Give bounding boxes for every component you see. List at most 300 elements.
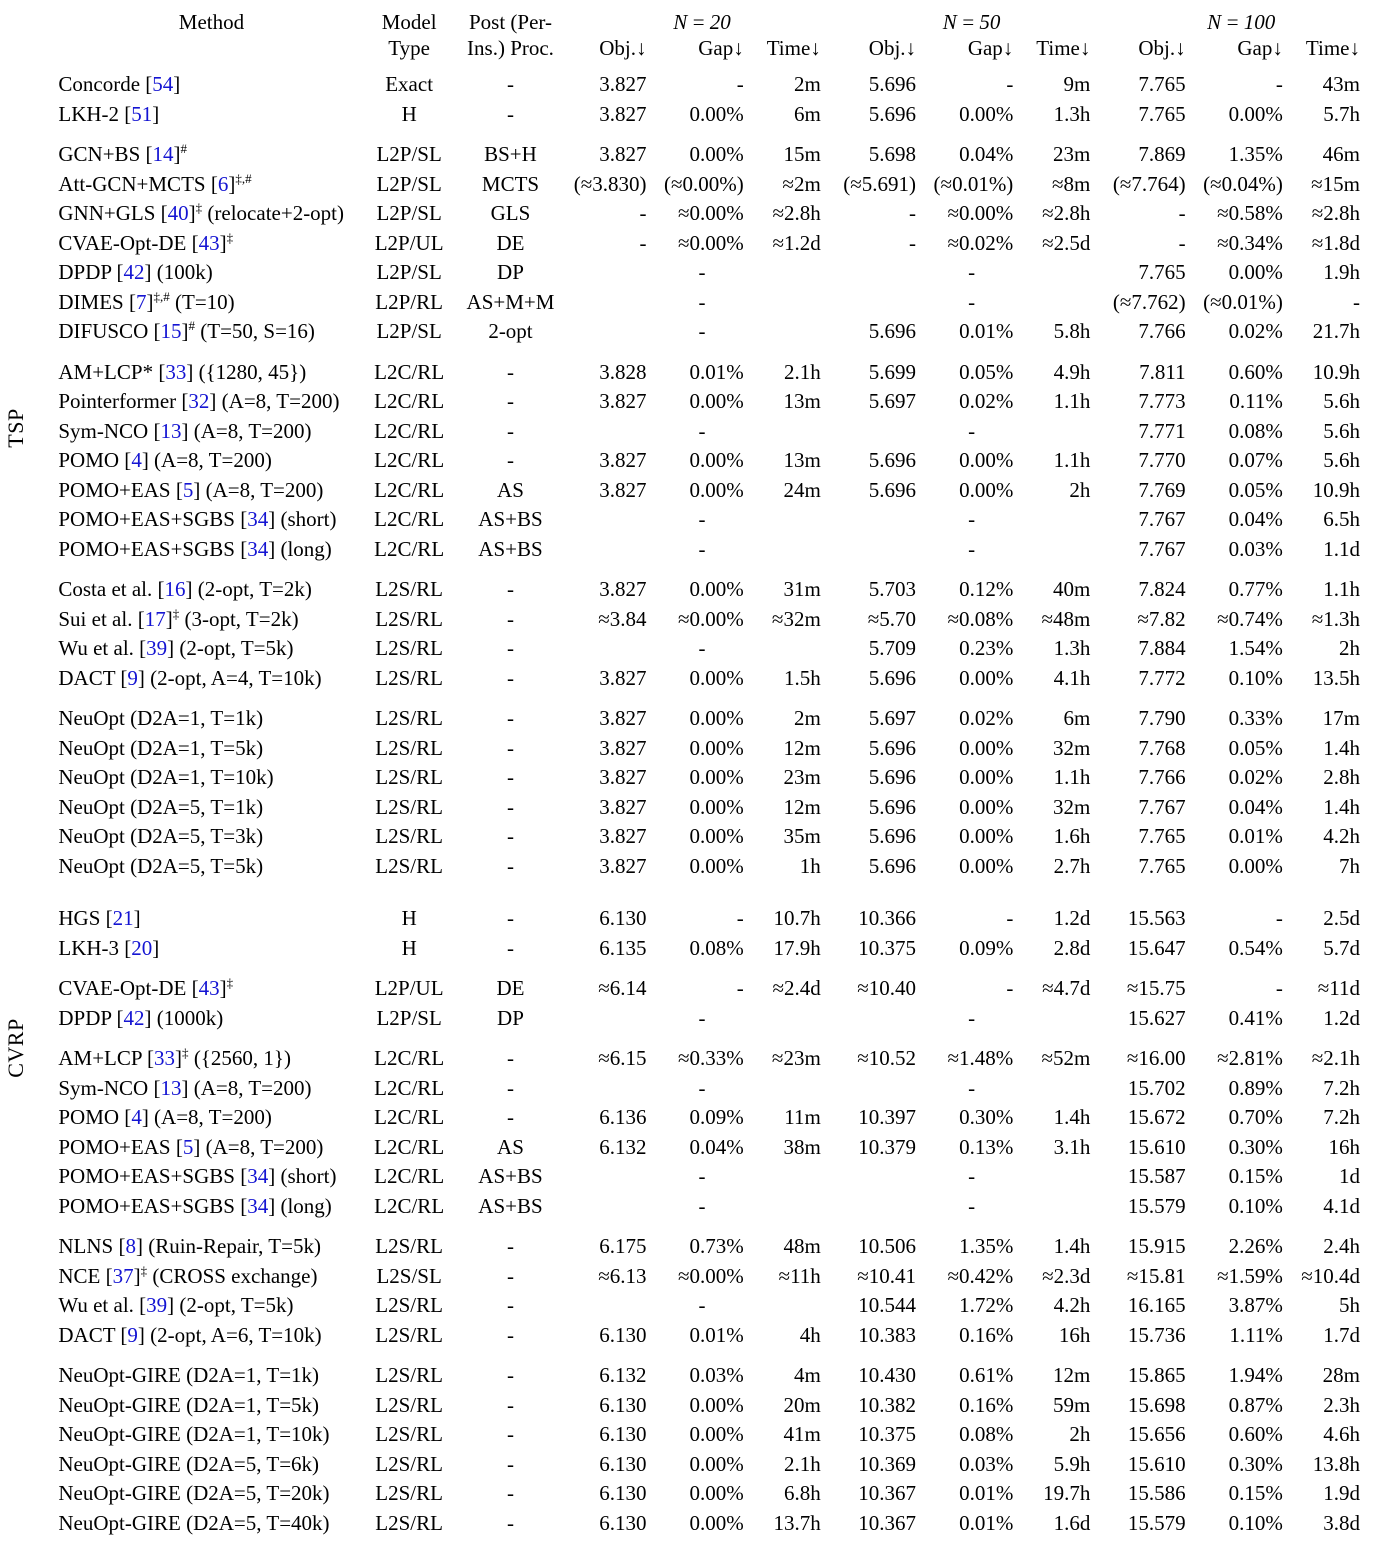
cell-time-2: 4.1d <box>1323 1193 1360 1218</box>
citation-link[interactable]: 34 <box>247 1164 269 1188</box>
citation-link[interactable]: 34 <box>247 1193 269 1218</box>
cell-model-type: L2P/SL <box>376 142 442 166</box>
table-row <box>20 288 1376 318</box>
cell-time-2: 4.2h <box>1323 824 1360 848</box>
cell-post-proc: - <box>506 389 514 413</box>
cell-time-0: 12m <box>783 794 821 819</box>
cell-gap-0: 0.03% <box>689 1363 744 1387</box>
cell-obj-1: 5.698 <box>868 142 917 166</box>
citation-link[interactable]: 42 <box>123 1005 145 1030</box>
side-spacer <box>20 476 48 506</box>
table-row <box>20 1162 1376 1192</box>
cell-gap-1: 0.61% <box>959 1363 1014 1387</box>
side-spacer <box>20 1192 48 1222</box>
table-row <box>20 852 1376 882</box>
cell-post-proc: - <box>506 1234 514 1258</box>
side-spacer <box>20 100 48 130</box>
table-row <box>20 199 1376 229</box>
cell-gap-2: 1.11% <box>1229 1322 1283 1347</box>
cell-obj-2: 15.915 <box>1127 1234 1186 1258</box>
table-row <box>20 1321 1376 1351</box>
cell-time-2: ≈1.3h <box>1311 606 1360 631</box>
citation-link[interactable]: 4 <box>131 448 142 472</box>
cell-model-type: L2C/RL <box>374 507 445 531</box>
cell-gap-2: 0.60% <box>1228 1422 1283 1446</box>
cell-time-1: 32m <box>1053 735 1091 760</box>
citation-link[interactable]: 39 <box>146 636 168 660</box>
cell-model-type: L2S/RL <box>375 636 443 660</box>
cell-obj-2: 15.563 <box>1127 906 1186 930</box>
cell-obj-0: 3.827 <box>599 706 647 730</box>
col-header-model-type: Model <box>381 10 437 34</box>
cell-time-2: 16h <box>1328 1134 1360 1159</box>
side-spacer <box>20 1232 48 1262</box>
table-row <box>20 505 1376 535</box>
footnote-marker: # <box>180 141 188 156</box>
cell-obj-2: 7.884 <box>1138 636 1186 660</box>
cell-time-2: 10.9h <box>1312 477 1360 502</box>
citation-link[interactable]: 43 <box>198 976 220 1000</box>
cell-obj-1: 5.696 <box>868 824 917 848</box>
row-spacer <box>20 1538 1376 1546</box>
cell-obj-0: 6.130 <box>599 1392 647 1417</box>
cell-method: POMO+EAS+SGBS [34] (short) <box>58 1164 337 1188</box>
cell-group-1-empty: - <box>968 1005 976 1030</box>
cell-gap-0: 0.00% <box>689 794 744 819</box>
cell-post-proc: AS <box>497 1134 524 1159</box>
table-row <box>20 734 1376 764</box>
footnote-marker: ‡,# <box>153 288 170 304</box>
cell-time-1: 5.9h <box>1053 1451 1091 1476</box>
cell-time-1: 32m <box>1053 794 1091 819</box>
side-spacer <box>20 70 48 100</box>
col-header-model-type-2: Type <box>388 36 430 60</box>
citation-link[interactable]: 14 <box>152 142 174 166</box>
cell-obj-2: 7.811 <box>1139 359 1186 384</box>
citation-link[interactable]: 9 <box>127 665 138 690</box>
table-row <box>20 229 1376 259</box>
cell-time-1: 1.1h <box>1053 389 1091 413</box>
cell-gap-0: 0.04% <box>689 1134 744 1159</box>
cell-post-proc: - <box>506 853 514 878</box>
cell-time-0: 15m <box>783 142 821 166</box>
table-row <box>20 1133 1376 1163</box>
cell-model-type: L2C/RL <box>374 1046 445 1070</box>
cell-gap-2: 0.70% <box>1228 1105 1283 1129</box>
cell-time-2: 1d <box>1339 1164 1360 1188</box>
citation-link[interactable]: 6 <box>217 171 229 196</box>
cell-obj-2: 15.579 <box>1127 1510 1186 1535</box>
citation-link[interactable]: 37 <box>112 1263 134 1288</box>
cell-obj-2: 7.765 <box>1138 260 1186 284</box>
cell-time-2: 46m <box>1322 142 1360 166</box>
cell-time-1: 59m <box>1053 1392 1091 1417</box>
cell-obj-1: 10.375 <box>858 1422 917 1446</box>
citation-link[interactable]: 7 <box>135 289 147 314</box>
cell-method: NeuOpt (D2A=5, T=5k) <box>58 853 264 878</box>
cell-time-0: 23m <box>783 765 821 789</box>
cell-gap-1: 0.01% <box>959 1481 1014 1505</box>
cell-obj-2: 15.579 <box>1127 1193 1186 1218</box>
cell-obj-2: 15.610 <box>1127 1451 1186 1476</box>
table-row <box>20 1361 1376 1391</box>
citation-link[interactable]: 33 <box>165 359 187 384</box>
table-row <box>20 1450 1376 1480</box>
cell-post-proc: - <box>506 448 514 472</box>
cell-obj-2: 15.587 <box>1127 1164 1186 1188</box>
cell-gap-2: 1.54% <box>1228 636 1283 660</box>
cell-time-2: 17m <box>1322 706 1360 730</box>
table-header-row-1 <box>20 9 1376 35</box>
cell-time-0: 38m <box>783 1134 821 1159</box>
cell-obj-1: 5.699 <box>868 359 917 384</box>
table-row <box>20 1479 1376 1509</box>
cell-gap-0: 0.00% <box>689 477 744 502</box>
cell-obj-0: - <box>639 230 647 255</box>
cell-method: NeuOpt-GIRE (D2A=5, T=40k) <box>58 1510 330 1535</box>
citation-link[interactable]: 9 <box>127 1322 138 1347</box>
cell-gap-1: 0.23% <box>959 636 1014 660</box>
cell-gap-2: 0.04% <box>1228 794 1283 819</box>
cell-time-1: 19.7h <box>1043 1481 1091 1505</box>
cell-time-1: 12m <box>1053 1363 1091 1387</box>
cell-gap-2: 0.04% <box>1228 507 1283 531</box>
cell-time-0: ≈23m <box>771 1046 821 1070</box>
cell-time-2: 1.9d <box>1323 1481 1360 1505</box>
cell-time-0: 13m <box>783 389 821 413</box>
cell-obj-1: 5.696 <box>868 665 917 690</box>
cell-obj-0: ≈3.84 <box>598 606 647 631</box>
cell-time-1: 1.3h <box>1053 101 1091 126</box>
row-spacer <box>20 894 1376 904</box>
cell-time-1: 1.1h <box>1053 448 1091 472</box>
cell-gap-0: 0.01% <box>689 1322 744 1347</box>
cell-time-0: 24m <box>783 477 821 502</box>
cell-gap-0: ≈0.00% <box>677 1263 744 1288</box>
side-spacer <box>20 793 48 823</box>
cell-model-type: L2P/UL <box>374 230 444 255</box>
side-spacer <box>20 664 48 694</box>
cell-method: NeuOpt (D2A=5, T=3k) <box>58 824 264 848</box>
cell-time-1: ≈48m <box>1041 606 1091 631</box>
cell-method: NeuOpt-GIRE (D2A=1, T=1k) <box>58 1363 320 1387</box>
cell-gap-2: - <box>1275 72 1283 96</box>
cell-method: POMO [4] (A=8, T=200) <box>58 1105 272 1129</box>
cell-gap-1: 0.00% <box>959 794 1014 819</box>
cell-post-proc: AS+M+M <box>466 289 555 314</box>
table-row <box>20 446 1376 476</box>
citation-link[interactable]: 17 <box>144 606 166 631</box>
citation-link[interactable]: 5 <box>182 477 194 502</box>
cell-model-type: L2P/UL <box>374 976 444 1000</box>
side-spacer <box>20 575 48 605</box>
table-row <box>20 934 1376 964</box>
side-spacer <box>20 140 48 170</box>
citation-link[interactable]: 15 <box>160 319 182 343</box>
cell-time-2: 7h <box>1339 853 1360 878</box>
cell-obj-2: - <box>1178 201 1186 225</box>
table-row <box>20 317 1376 347</box>
cell-model-type: L2S/RL <box>375 1293 443 1317</box>
cell-time-2: 5.7h <box>1323 101 1360 126</box>
citation-link[interactable]: 16 <box>164 577 186 601</box>
cell-gap-1: 0.08% <box>959 1422 1014 1446</box>
cell-group-0-empty: - <box>698 418 706 443</box>
cell-gap-0: 0.09% <box>689 1105 744 1129</box>
cell-time-2: 13.5h <box>1312 665 1360 690</box>
side-spacer <box>20 1391 48 1421</box>
cell-obj-0: 6.130 <box>599 1510 647 1535</box>
cell-obj-2: ≈16.00 <box>1126 1046 1186 1070</box>
cell-time-1: 6m <box>1063 706 1091 730</box>
side-spacer <box>20 317 48 347</box>
col-header-time-1: Time↓ <box>1036 36 1091 60</box>
cell-obj-0: 3.827 <box>599 824 647 848</box>
cell-obj-0: ≈6.14 <box>598 976 647 1000</box>
cell-post-proc: - <box>506 418 514 443</box>
table-row <box>20 387 1376 417</box>
cell-method: CVAE-Opt-DE [43]‡ <box>58 229 234 255</box>
side-spacer <box>20 1450 48 1480</box>
citation-link[interactable]: 54 <box>152 72 174 96</box>
cell-gap-2: 0.77% <box>1228 577 1283 601</box>
citation-link[interactable]: 21 <box>112 906 134 930</box>
cell-obj-2: 7.765 <box>1138 853 1186 878</box>
cell-time-2: 1.2d <box>1323 1005 1360 1030</box>
col-header-obj-2: Obj.↓ <box>1138 36 1186 60</box>
cell-model-type: L2C/RL <box>374 1075 445 1100</box>
cell-time-2: ≈2.1h <box>1311 1046 1360 1070</box>
cell-obj-0: 6.132 <box>599 1134 647 1159</box>
cell-group-1-empty: - <box>968 1164 976 1188</box>
cell-time-1: ≈2.8h <box>1042 201 1091 225</box>
footnote-marker: ‡ <box>182 1045 189 1060</box>
cell-time-0: 10.7h <box>773 906 821 930</box>
side-spacer <box>20 288 48 318</box>
cell-model-type: L2S/RL <box>375 577 443 601</box>
cell-time-0: 12m <box>783 735 821 760</box>
table-row <box>20 1192 1376 1222</box>
cell-time-0: ≈11h <box>778 1263 821 1288</box>
cell-time-1: 1.1h <box>1053 765 1091 789</box>
cell-method: Att-GCN+MCTS [6]‡,# <box>58 170 252 196</box>
cell-time-1: 1.6d <box>1053 1510 1091 1535</box>
cell-time-0: ≈2m <box>782 171 821 196</box>
cell-model-type: L2S/RL <box>375 1363 443 1387</box>
cell-obj-1: - <box>909 230 917 255</box>
citation-link[interactable]: 34 <box>247 507 269 531</box>
cell-obj-2: 15.656 <box>1127 1422 1186 1446</box>
cell-gap-1: 0.01% <box>959 319 1014 343</box>
cell-time-0: 2.1h <box>784 359 821 384</box>
cell-gap-1: 0.00% <box>959 448 1014 472</box>
cell-model-type: H <box>401 101 417 126</box>
cell-obj-1: 10.383 <box>858 1322 917 1347</box>
cell-group-0-empty: - <box>698 260 706 284</box>
cell-gap-0: 0.00% <box>689 665 744 690</box>
citation-link[interactable]: 33 <box>154 1046 176 1070</box>
cell-gap-1: - <box>1006 906 1014 930</box>
cell-method: AM+LCP* [33] ({1280, 45}) <box>58 359 307 384</box>
cell-method: POMO+EAS+SGBS [34] (short) <box>58 507 337 531</box>
citation-link[interactable]: 13 <box>160 1075 182 1100</box>
table-row <box>20 763 1376 793</box>
cell-time-1: 1.2d <box>1053 906 1091 930</box>
cell-obj-2: 7.773 <box>1138 389 1186 413</box>
cell-obj-0: 3.827 <box>599 665 647 690</box>
cell-time-2: 1.9h <box>1323 260 1360 284</box>
cell-model-type: L2C/RL <box>374 1193 445 1218</box>
cell-obj-1: ≈10.52 <box>857 1046 917 1070</box>
side-spacer <box>20 704 48 734</box>
cell-model-type: L2S/RL <box>375 735 443 760</box>
cell-gap-1: - <box>1006 976 1014 1000</box>
cell-obj-0: 6.130 <box>599 1422 647 1446</box>
table-row <box>20 634 1376 664</box>
cell-obj-1: 5.696 <box>868 448 917 472</box>
citation-link[interactable]: 5 <box>182 1134 194 1159</box>
cell-method: POMO+EAS+SGBS [34] (long) <box>58 1193 332 1218</box>
cell-post-proc: - <box>506 1510 514 1535</box>
cell-model-type: L2C/RL <box>374 1164 445 1188</box>
cell-time-2: ≈11d <box>1317 976 1360 1000</box>
cell-method: AM+LCP [33]‡ ({2560, 1}) <box>58 1045 291 1070</box>
cell-obj-2: 7.824 <box>1138 577 1186 601</box>
table-row <box>20 974 1376 1004</box>
side-spacer <box>20 1361 48 1391</box>
citation-link[interactable]: 39 <box>146 1293 168 1317</box>
cell-gap-0: 0.00% <box>689 1451 744 1476</box>
cell-post-proc: - <box>506 1451 514 1476</box>
citation-link[interactable]: 34 <box>247 536 269 561</box>
cell-obj-2: 15.586 <box>1127 1481 1186 1505</box>
cell-obj-1: 5.703 <box>868 577 917 601</box>
cell-method: HGS [21] <box>58 906 141 930</box>
table-row <box>20 258 1376 288</box>
cell-gap-2: 0.01% <box>1228 824 1283 848</box>
cell-model-type: L2C/RL <box>374 1105 445 1129</box>
citation-link[interactable]: 51 <box>131 101 153 126</box>
cell-group-0-empty: - <box>698 1293 706 1317</box>
side-spacer <box>20 904 48 934</box>
cell-gap-2: 0.41% <box>1228 1005 1283 1030</box>
cell-time-2: 1.4h <box>1323 735 1360 760</box>
footnote-marker: ‡ <box>140 1262 148 1278</box>
cell-obj-0: 3.827 <box>599 101 647 126</box>
cell-obj-1: 5.696 <box>868 101 917 126</box>
side-spacer <box>20 1103 48 1133</box>
citation-link[interactable]: 20 <box>131 935 153 960</box>
cell-group-0-empty: - <box>698 319 706 343</box>
cell-model-type: L2P/SL <box>376 319 442 343</box>
cell-obj-1: 5.696 <box>868 319 917 343</box>
cell-obj-2: 15.647 <box>1127 935 1186 960</box>
cell-gap-2: 0.15% <box>1228 1164 1283 1188</box>
cell-method: Wu et al. [39] (2-opt, T=5k) <box>58 636 294 660</box>
col-header-gap-2: Gap↓ <box>1237 36 1283 60</box>
cell-time-2: 28m <box>1322 1363 1360 1387</box>
cell-obj-2: 7.771 <box>1138 418 1186 443</box>
citation-link[interactable]: 40 <box>167 201 189 225</box>
citation-link[interactable]: 32 <box>188 389 210 413</box>
cell-obj-0: 3.827 <box>599 477 647 502</box>
cell-post-proc: DE <box>496 976 525 1000</box>
cell-group-0-empty: - <box>698 1164 706 1188</box>
cell-gap-1: 0.16% <box>959 1322 1014 1347</box>
cell-gap-2: 0.00% <box>1228 101 1283 126</box>
cell-time-0: ≈2.4d <box>772 976 821 1000</box>
cell-gap-0: 0.00% <box>689 448 744 472</box>
citation-link[interactable]: 4 <box>131 1105 142 1129</box>
cell-gap-1: - <box>1006 72 1014 96</box>
cell-post-proc: DP <box>497 260 524 284</box>
table-row <box>20 822 1376 852</box>
cell-time-0: 31m <box>783 577 821 601</box>
cell-time-0: 6m <box>793 101 821 126</box>
results-table <box>20 0 1376 1546</box>
side-spacer <box>20 852 48 882</box>
cell-obj-1: 10.366 <box>858 906 917 930</box>
cell-obj-2: 7.765 <box>1138 72 1186 96</box>
cell-obj-1: 5.696 <box>868 794 917 819</box>
cell-obj-2: 7.767 <box>1138 536 1186 561</box>
cell-gap-1: 0.02% <box>959 706 1014 730</box>
cell-time-2: ≈1.8d <box>1311 230 1360 255</box>
cell-gap-1: 0.00% <box>959 665 1014 690</box>
cell-obj-0: 3.828 <box>599 359 647 384</box>
cell-method: GNN+GLS [40]‡ (relocate+2-opt) <box>58 200 345 225</box>
section-label-tsp: TSP <box>3 408 28 448</box>
cell-obj-0: (≈3.830) <box>573 171 647 196</box>
cell-obj-1: 10.397 <box>858 1105 917 1129</box>
table-row <box>20 417 1376 447</box>
side-spacer <box>20 535 48 565</box>
cell-gap-2: ≈2.81% <box>1217 1046 1283 1070</box>
cell-post-proc: - <box>506 1263 514 1288</box>
cell-time-0: 4m <box>793 1363 821 1387</box>
cell-obj-2: ≈15.75 <box>1126 976 1186 1000</box>
cell-obj-1: 5.709 <box>868 636 917 660</box>
citation-link[interactable]: 13 <box>160 418 182 443</box>
cell-method: NeuOpt-GIRE (D2A=5, T=20k) <box>58 1481 330 1505</box>
cell-obj-0: 6.136 <box>599 1105 647 1129</box>
cell-obj-1: 10.379 <box>858 1134 917 1159</box>
citation-link[interactable]: 43 <box>198 230 220 255</box>
cell-gap-1: 0.00% <box>959 477 1014 502</box>
cell-time-1: 4.2h <box>1053 1293 1091 1317</box>
cell-obj-0: 6.130 <box>599 1451 647 1476</box>
citation-link[interactable]: 8 <box>125 1234 136 1258</box>
cell-model-type: L2C/RL <box>374 477 445 502</box>
cell-gap-2: 0.00% <box>1228 853 1283 878</box>
citation-link[interactable]: 42 <box>123 260 145 284</box>
cell-gap-1: 0.00% <box>959 735 1014 760</box>
cell-time-2: 2.3h <box>1323 1392 1360 1417</box>
table-row <box>20 535 1376 565</box>
cell-obj-1: 10.544 <box>858 1293 917 1317</box>
cell-model-type: L2S/SL <box>376 1263 442 1288</box>
cell-gap-1: (≈0.01%) <box>933 171 1014 196</box>
cell-time-2: 7.2h <box>1323 1075 1360 1100</box>
cell-gap-0: ≈0.00% <box>677 230 744 255</box>
cell-group-1-empty: - <box>968 418 976 443</box>
cell-method: NeuOpt-GIRE (D2A=5, T=6k) <box>58 1451 320 1476</box>
cell-gap-0: 0.00% <box>689 1481 744 1505</box>
cell-obj-1: 10.367 <box>858 1510 917 1535</box>
table-row <box>20 605 1376 635</box>
cell-post-proc: BS+H <box>484 142 537 166</box>
side-spacer <box>20 822 48 852</box>
